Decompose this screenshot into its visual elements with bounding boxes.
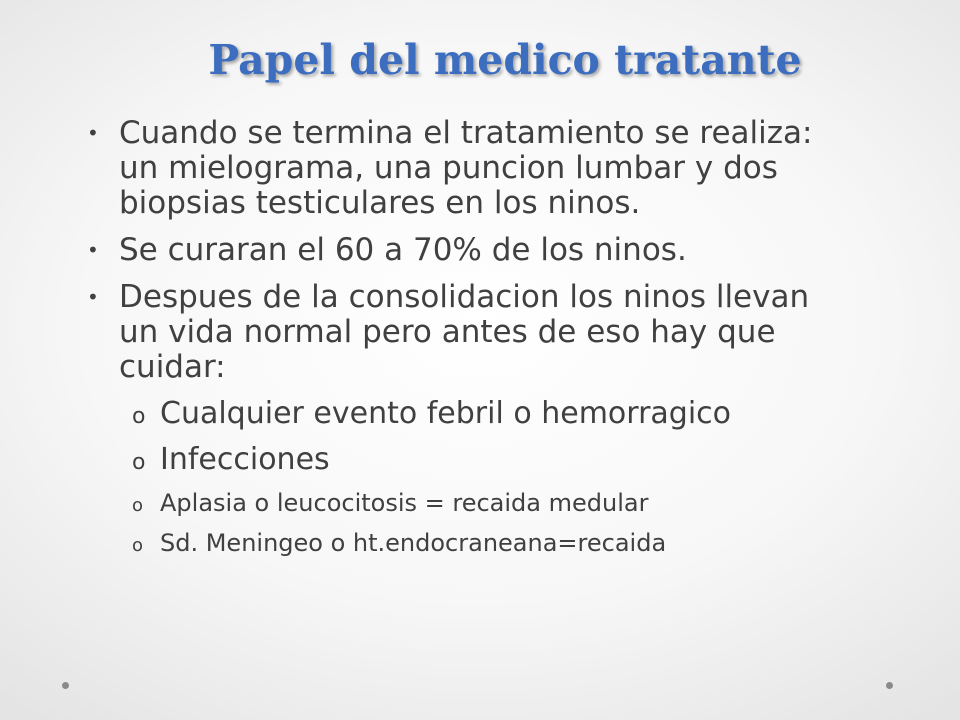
bullet-item <box>87 233 847 268</box>
decorative-dot-icon <box>62 682 69 689</box>
subbullet-text: Infecciones <box>160 442 330 477</box>
bullet-icon: • <box>87 285 99 309</box>
subbullet-item <box>87 489 847 517</box>
bullet-text: Cuando se termina el tratamiento se realiza: un mielograma, una puncion lumbar y dos biopsias testiculares en los ninos. <box>119 115 813 221</box>
slide-title: Papel del medico tratante <box>208 36 802 84</box>
circle-bullet-icon: o <box>132 495 144 516</box>
subbullet-item <box>87 397 847 431</box>
slide-body <box>87 116 847 569</box>
circle-bullet-icon: o <box>132 404 146 429</box>
subbullet-text: Cualquier evento febril o hemorragico <box>160 396 732 431</box>
bullet-icon: • <box>87 238 99 262</box>
subbullet-item <box>87 529 847 557</box>
subbullet-text: Aplasia o leucocitosis = recaida medular <box>160 489 649 517</box>
bullet-text: Se curaran el 60 a 70% de los ninos. <box>119 232 687 268</box>
bullet-item <box>87 116 847 221</box>
bullet-text: Despues de la consolidacion los ninos llevan un vida normal pero antes de eso hay que cuidar: <box>119 279 810 385</box>
circle-bullet-icon: o <box>132 535 144 556</box>
bullet-icon: • <box>87 121 99 145</box>
subbullet-text: Sd. Meningeo o ht.endocraneana=recaida <box>160 529 667 557</box>
subbullet-item <box>87 443 847 477</box>
bullet-item <box>87 280 847 385</box>
decorative-dot-icon <box>886 682 893 689</box>
circle-bullet-icon: o <box>132 450 146 475</box>
